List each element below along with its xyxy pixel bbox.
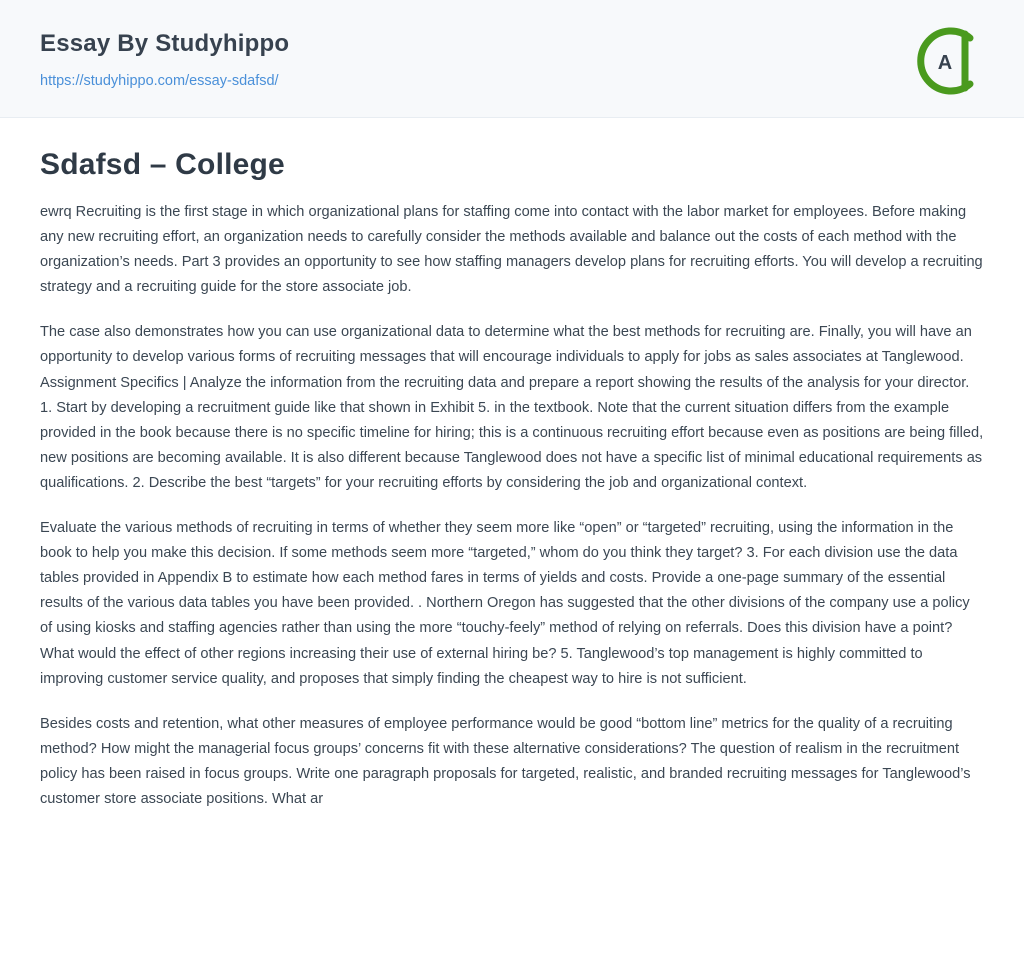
page-title: Sdafsd – College: [40, 148, 285, 181]
article-body: [0, 118, 1024, 812]
site-title: Essay By Studyhippo: [40, 30, 290, 57]
site-header: [0, 0, 1024, 118]
svg-text:A: A: [937, 52, 953, 74]
article-paragraph: ewrq Recruiting is the first stage in which organizational plans for staffing come into contact with the labor market for employees. Before making any new recruiting effort, an organization needs to carefully consider the methods available and balance out the costs of each method with the organization’s needs. Part 3 provides an opportunity to see how staffing managers develop plans for recruiting efforts. You will develop a recruiting strategy and a recruiting guide for the store associate job.: [40, 204, 983, 296]
article-paragraph: Besides costs and retention, what other measures of employee performance would be good “bottom line” metrics for the quality of a recruiting method? How might the managerial focus groups’ concerns fit with these alternative considerations? The question of realism in the recruitment policy has been raised in focus groups. Write one paragraph proposals for targeted, realistic, and branded recruiting messages for Tanglewood’s customer store associate positions. What ar: [40, 715, 971, 807]
article-paragraph: The case also demonstrates how you can use organizational data to determine what the best methods for recruiting are. Finally, you will have an opportunity to develop various forms of recruiting messages that will encourage individuals to apply for jobs as sales associates at Tanglewood. Assignment Specifics | Analyze the information from the recruiting data and prepare a report showing the results of the analysis for your director. 1. Start by developing a recruitment guide like that shown in Exhibit 5. in the textbook. Note that the current situation differs from the example provided in the book because there is no specific timeline for hiring; this is a continuous recruiting effort because even as positions are being filled, new positions are becoming available. It is also different because Tanglewood does not have a specific list of minimal educational requirements as qualifications. 2. Describe the best “targets” for your recruiting efforts by considering the job and organizational context.: [40, 324, 984, 491]
site-url-link[interactable]: https://studyhippo.com/essay-sdafsd/: [40, 72, 279, 89]
article-paragraph: Evaluate the various methods of recruiting in terms of whether they seem more like “open” or “targeted” recruiting, using the information in the book to help you make this decision. If some methods seem more “targeted,” whom do you think they target? 3. For each division use the data tables provided in Appendix B to estimate how each method fares in terms of yields and costs. Provide a one-page summary of the essential results of the various data tables you have been provided. . Northern Oregon has suggested that the other divisions of the company use a policy of using kiosks and staffing agencies rather than using the more “touchy-feely” method of relying on referrals. Does this division have a point? What would the effect of other regions increasing their use of external hiring be? 5. Tanglewood’s top management is highly committed to improving customer service quality, and proposes that simply finding the cheapest way to hire is not sufficient.: [40, 520, 970, 687]
studyhippo-logo-icon[interactable]: [908, 24, 982, 98]
